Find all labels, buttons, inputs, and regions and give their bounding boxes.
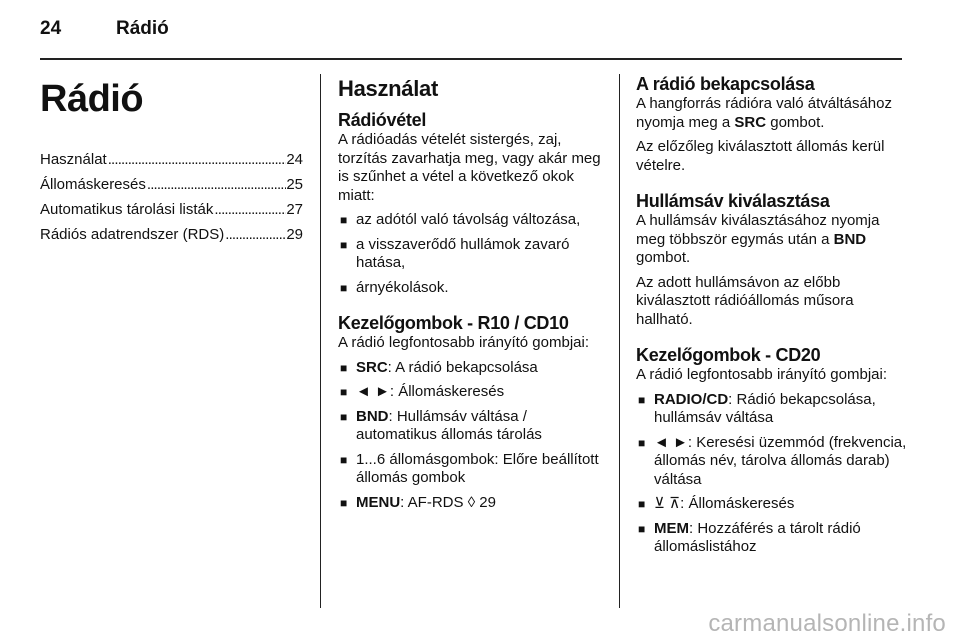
running-title: Rádió [116,18,169,39]
list-item: ■ ◄ ►: Keresési üzemmód (frekvencia, állomás név, tárolva állomás darab) váltása [638,433,907,488]
bullet-icon: ■ [340,213,348,227]
page-reference-link[interactable]: 29 [475,493,496,511]
controls-column [636,74,908,563]
arrow-keys-icon: ◄ ► [654,433,688,451]
list-item: ■ MENU: AF-RDS ◊ 29 [340,493,496,511]
header-rule [40,58,902,60]
toc-leader [213,199,286,221]
bnd-key-label: BND [356,407,389,425]
list-item: ■ 1...6 állomásgombok: Előre beállított állomás gombok [340,450,599,486]
toc-label: Használat [40,151,107,168]
bullet-icon: ■ [638,392,646,407]
toc-page: 25 [286,176,303,193]
bullet-icon: ■ [340,360,348,375]
src-key-label: SRC [734,113,767,131]
bnd-key-label: BND [833,230,867,248]
table-of-contents [40,149,303,246]
band-select-heading: Hullámsáv kiválasztása [636,191,830,211]
bullet-icon: ■ [340,385,348,399]
bullet-icon: ■ [340,280,348,295]
radio-on-para1: A hangforrás rádióra való átváltásához nyomja meg a SRC gombot. [636,95,892,131]
controls-cd20-intro: A rádió legfontosabb irányító gombjai: [636,366,887,383]
list-item: ■ a visszaverődő hullámok zavaró hatása, [340,235,570,271]
bullet-icon: ■ [638,435,646,450]
watermark: carmanualsonline.info [708,610,946,637]
list-item: ■ ⊻ ⊼: Állomáskeresés [638,495,795,512]
section-title: Használat [338,76,439,101]
mem-key-label: MEM [654,519,689,537]
list-item: ■ SRC: A rádió bekapcsolása [340,358,538,376]
toc-page: 27 [286,201,303,218]
toc-leader [107,149,287,171]
toc-entry-station-search[interactable] [40,174,303,196]
list-item: ■ ◄ ►: Állomáskeresés [340,383,505,400]
toc-page: 24 [286,151,303,168]
band-select-para2: Az adott hullámsávon az előbb kiválasztott rádióállomás műsora hallható. [636,273,854,328]
radio-on-para2: Az előzőleg kiválasztott állomás kerül vételre. [636,138,885,174]
radio-cd-key-label: RADIO/CD [654,390,729,408]
menu-key-label: MENU [356,493,401,511]
radio-on-heading: A rádió bekapcsolása [636,74,815,94]
radio-reception-heading: Rádióvétel [338,110,427,130]
seek-keys-icon: ⊻ ⊼ [654,495,681,512]
toc-entry-rds[interactable] [40,224,303,246]
column-divider-right [619,74,620,608]
bullet-icon: ■ [638,497,646,511]
bullet-icon: ■ [340,452,348,467]
page-number: 24 [40,18,62,39]
toc-leader [224,224,286,246]
controls-r10-intro: A rádió legfontosabb irányító gombjai: [338,334,589,351]
arrow-keys-icon: ◄ ► [356,383,390,400]
controls-cd20-heading: Kezelőgombok - CD20 [636,345,821,365]
toc-label: Rádiós adatrendszer (RDS) [40,226,225,243]
list-item: ■ MEM: Hozzáférés a tárolt rádió állomáslistához [638,519,861,555]
usage-column [338,74,606,518]
list-item: ■ BND: Hullámsáv váltása / automatikus állomás tárolás [340,407,542,443]
bullet-icon: ■ [638,521,646,536]
page-reference-icon: ◊ [467,493,476,511]
src-key-label: SRC [356,358,388,376]
radio-reception-intro: A rádióadás vételét sistergés, zaj, torzítás zavarhatja meg, vagy akár meg is szűnhet a vétel a következő okok miatt: [338,131,601,204]
toc-entry-usage[interactable] [40,149,303,171]
list-item: ■ az adótól való távolság változása, [340,211,581,228]
column-divider-left [320,74,321,608]
contents-column [40,74,303,249]
toc-label: Automatikus tárolási listák [40,201,214,218]
band-select-para1: A hullámsáv kiválasztásához nyomja meg többször egymás után a BND gombot. [636,212,880,266]
list-item: ■ árnyékolások. [340,278,449,296]
reception-causes-list [338,211,606,297]
toc-leader [146,174,286,196]
controls-cd20-list [636,391,908,557]
page-header [40,14,902,54]
bullet-icon: ■ [340,409,348,424]
toc-page: 29 [286,226,303,243]
toc-entry-autostore-lists[interactable] [40,199,303,221]
toc-label: Állomáskeresés [40,176,146,193]
chapter-title: Rádió [40,78,144,120]
list-item: ■ RADIO/CD: Rádió bekapcsolása, hullámsáv váltása [638,390,876,426]
bullet-icon: ■ [340,495,348,510]
controls-r10-heading: Kezelőgombok - R10 / CD10 [338,313,569,333]
bullet-icon: ■ [340,237,348,252]
controls-r10-list [338,359,606,513]
